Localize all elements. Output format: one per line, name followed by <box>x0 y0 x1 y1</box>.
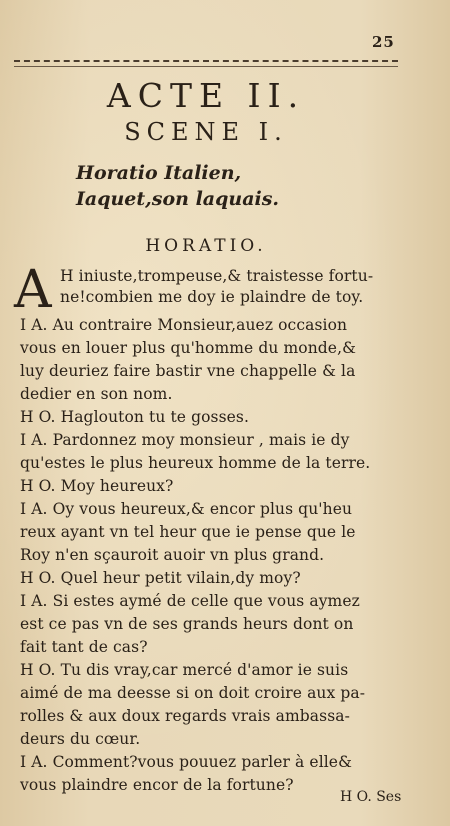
text-line: I A. Pardonnez moy monsieur , mais ie dy <box>20 431 350 449</box>
text-line: dedier en son nom. <box>20 385 173 403</box>
character-list-item: Horatio Italien, <box>76 162 242 184</box>
text-line: ne!combien me doy ie plaindre de toy. <box>60 288 364 306</box>
text-line: H O. Quel heur petit vilain,dy moy? <box>20 569 301 587</box>
text-line: Roy n'en sçauroit auoir vn plus grand. <box>20 546 325 564</box>
page-number: 25 <box>372 33 395 51</box>
text-line: rolles & aux doux regards vrais ambassa- <box>20 707 350 725</box>
text-line: H O. Haglouton tu te gosses. <box>20 408 250 426</box>
header-rule-thin <box>14 66 398 67</box>
scene-heading: SCENE I. <box>124 118 288 146</box>
catchword: H O. Ses <box>340 789 402 805</box>
text-line: luy deuriez faire bastir vne chappelle & la <box>20 362 356 380</box>
text-line: vous en louer plus qu'homme du monde,& <box>20 339 356 357</box>
text-line: est ce pas vn de ses grands heurs dont on <box>20 615 354 633</box>
text-line: H iniuste,trompeuse,& traistesse fortu- <box>60 267 374 285</box>
drop-cap: A <box>14 260 52 320</box>
act-heading: ACTE II. <box>106 76 306 115</box>
text-line: aimé de ma deesse si on doit croire aux pa- <box>20 684 366 702</box>
speaker-heading: HORATIO. <box>145 236 267 256</box>
header-rule <box>14 60 398 62</box>
text-line: fait tant de cas? <box>20 638 148 656</box>
text-line: I A. Oy vous heureux,& encor plus qu'heu <box>20 500 353 518</box>
character-list-item: Iaquet,son laquais. <box>76 188 280 210</box>
text-line: qu'estes le plus heureux homme de la terre. <box>20 454 371 472</box>
text-line: H O. Tu dis vray,car mercé d'amor ie suis <box>20 661 349 679</box>
text-line: I A. Au contraire Monsieur,auez occasion <box>20 316 348 334</box>
text-line: I A. Si estes aymé de celle que vous aymez <box>20 592 360 610</box>
text-line: vous plaindre encor de la fortune? <box>20 776 294 794</box>
text-line: deurs du cœur. <box>20 730 141 748</box>
text-line: I A. Comment?vous pouuez parler à elle& <box>20 753 352 771</box>
text-line: reux ayant vn tel heur que ie pense que le <box>20 523 356 541</box>
text-line: H O. Moy heureux? <box>20 477 174 495</box>
